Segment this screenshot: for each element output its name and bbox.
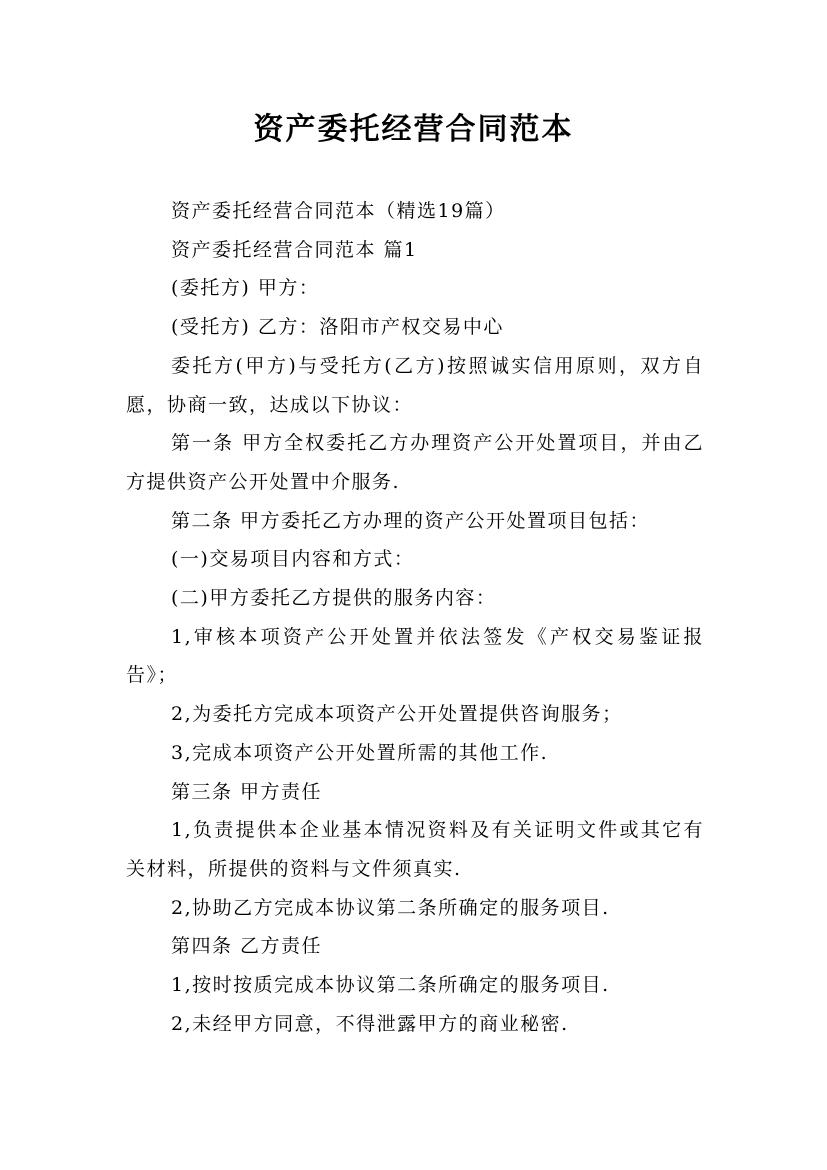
paragraph-article-3: 第三条 甲方责任 bbox=[171, 780, 323, 803]
paragraph-preamble: 委托方(甲方)与受托方(乙方)按照诚实信用原则，双方自愿，协商一致，达成以下协议： bbox=[126, 354, 704, 416]
paragraph-party-b: (受托方) 乙方：洛阳市产权交易中心 bbox=[171, 316, 504, 339]
paragraph-section-heading: 资产委托经营合同范本 篇1 bbox=[171, 238, 418, 261]
paragraph-article-3-item-1: 1,负责提供本企业基本情况资料及有关证明文件或其它有关材料，所提供的资料与文件须真实. bbox=[126, 819, 704, 880]
paragraph-subtitle: 资产委托经营合同范本（精选19篇） bbox=[171, 200, 506, 222]
paragraph-article-4: 第四条 乙方责任 bbox=[171, 935, 323, 958]
paragraph-article-2: 第二条 甲方委托乙方办理的资产公开处置项目包括： bbox=[171, 509, 651, 532]
paragraph-service-2: 2,为委托方完成本项资产公开处置提供咨询服务； bbox=[171, 703, 623, 726]
paragraph-party-a: (委托方) 甲方： bbox=[171, 277, 320, 300]
paragraph-article-3-item-2: 2,协助乙方完成本协议第二条所确定的服务项目. bbox=[171, 896, 610, 919]
document-title: 资产委托经营合同范本 bbox=[253, 112, 574, 147]
document-body bbox=[126, 192, 704, 1043]
paragraph-article-4-item-1: 1,按时按质完成本协议第二条所确定的服务项目. bbox=[171, 974, 610, 997]
paragraph-article-2-item-2: (二)甲方委托乙方提供的服务内容： bbox=[171, 587, 497, 610]
paragraph-article-2-item-1: (一)交易项目内容和方式： bbox=[171, 548, 415, 571]
paragraph-article-4-item-2: 2,未经甲方同意，不得泄露甲方的商业秘密. bbox=[171, 1012, 569, 1035]
paragraph-service-3: 3,完成本项资产公开处置所需的其他工作. bbox=[171, 741, 549, 764]
paragraph-article-1: 第一条 甲方全权委托乙方办理资产公开处置项目，并由乙方提供资产公开处置中介服务. bbox=[126, 432, 704, 493]
paragraph-service-1: 1,审核本项资产公开处置并依法签发《产权交易鉴证报告》； bbox=[126, 625, 704, 687]
